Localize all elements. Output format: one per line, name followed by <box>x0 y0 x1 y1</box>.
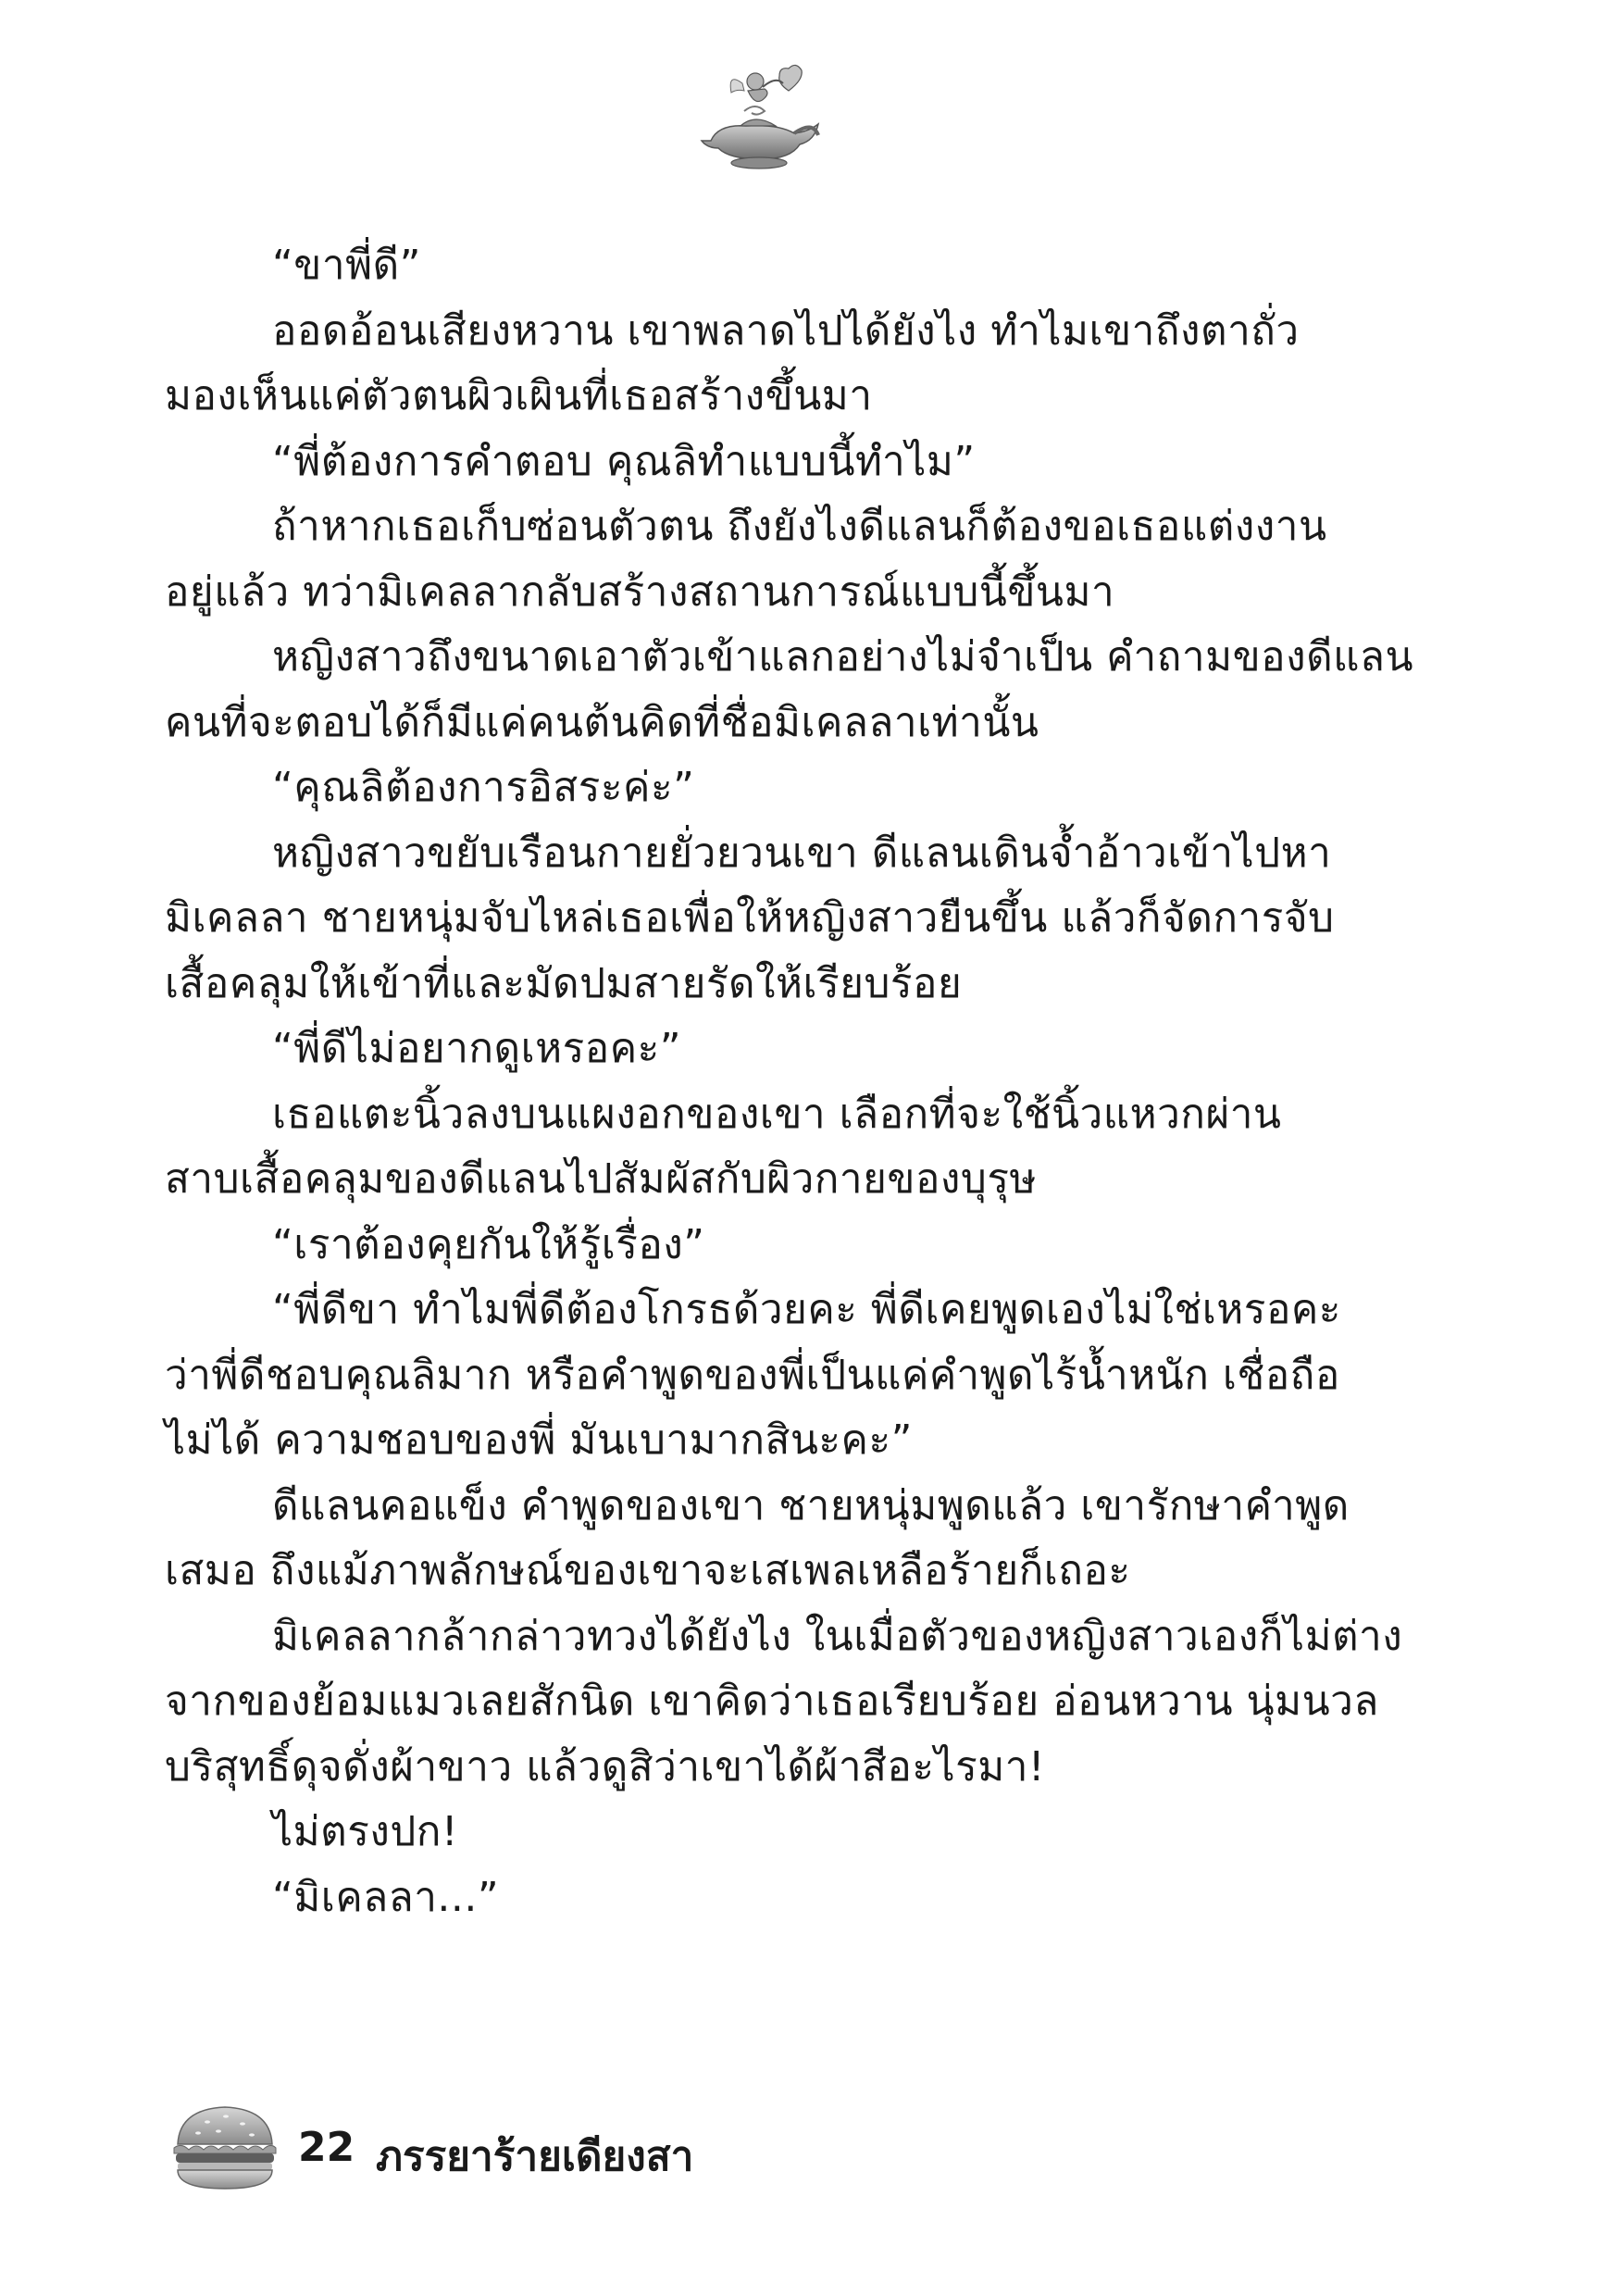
paragraph <box>165 299 1350 430</box>
text-line: สาบเสื้อคลุมของดีแลนไปสัมผัสกับผิวกายของบุรุษ <box>165 1155 1037 1203</box>
paragraph <box>165 1800 1350 1866</box>
text-line: หญิงสาวถึงขนาดเอาตัวเข้าแลกอย่างไม่จำเป็น คำถามของดีแลน <box>272 633 1414 680</box>
text-line: จากของย้อมแมวเลยสักนิด เขาคิดว่าเธอเรียบร้อย อ่อนหวาน นุ่มนวล <box>165 1678 1379 1725</box>
page-footer <box>170 2100 1003 2202</box>
text-line: หญิงสาวขยับเรือนกายยั่วยวนเขา ดีแลนเดินจ้ำอ้าวเข้าไปหา <box>272 829 1332 877</box>
text-line: เสื้อคลุมให้เข้าที่และมัดปมสายรัดให้เรียบร้อย <box>165 959 963 1007</box>
text-line: “ขาพี่ดี” <box>272 242 421 289</box>
text-line: ไม่ได้ ความชอบของพี่ มันเบามากสินะคะ” <box>165 1416 913 1464</box>
paragraph <box>165 1474 1350 1604</box>
paragraph <box>165 1213 1350 1279</box>
paragraph <box>165 625 1414 755</box>
paragraph <box>165 1604 1403 1801</box>
paragraph <box>165 1017 1350 1082</box>
text-line: อยู่แล้ว ทว่ามิเคลลากลับสร้างสถานการณ์แบบนี้ขึ้นมา <box>165 568 1115 616</box>
page-number: 22 <box>298 2124 355 2171</box>
text-line: “พี่ดีไม่อยากดูเหรอคะ” <box>272 1025 682 1072</box>
book-title: ภรรยาร้ายเดียงสา <box>376 2133 694 2180</box>
paragraph <box>165 233 1350 299</box>
text-line: “พี่ต้องการคำตอบ คุณลิทำแบบนี้ทำไม” <box>272 437 976 485</box>
paragraph <box>165 1082 1350 1213</box>
text-line: มิเคลลา ชายหนุ่มจับไหล่เธอเพื่อให้หญิงสาวยืนขึ้น แล้วก็จัดการจับ <box>165 894 1335 942</box>
paragraph <box>165 494 1350 625</box>
chapter-body-text <box>165 233 1414 1930</box>
paragraph <box>165 755 1350 821</box>
text-line: “มิเคลลา...” <box>272 1873 500 1921</box>
text-line: “พี่ดีขา ทำไมพี่ดีต้องโกรธด้วยคะ พี่ดีเคยพูดเองไม่ใช่เหรอคะ <box>272 1286 1341 1333</box>
text-line: “คุณลิต้องการอิสระค่ะ” <box>272 764 695 811</box>
text-line: ดีแลนคอแข็ง คำพูดของเขา ชายหนุ่มพูดแล้ว เขารักษาคำพูด <box>272 1481 1350 1529</box>
text-line: ไม่ตรงปก! <box>272 1808 459 1855</box>
text-line: เธอแตะนิ้วลงบนแผงอกของเขา เลือกที่จะใช้นิ้วแหวกผ่าน <box>272 1090 1282 1138</box>
text-line: คนที่จะตอบได้ก็มีแค่คนต้นคิดที่ชื่อมิเคลลาเท่านั้น <box>165 698 1039 746</box>
paragraph <box>165 430 1350 495</box>
text-line: บริสุทธิ์ดุจดั่งผ้าขาว แล้วดูสิว่าเขาได้ผ้าสีอะไรมา! <box>165 1742 1046 1791</box>
text-line: “เราต้องคุยกันให้รู้เรื่อง” <box>272 1220 705 1268</box>
text-line: มองเห็นแค่ตัวตนผิวเผินที่เธอสร้างขึ้นมา <box>165 372 873 419</box>
cupid-teapot-ornament-icon <box>691 56 829 176</box>
text-line: มิเคลลากล้ากล่าวทวงได้ยังไง ในเมื่อตัวของหญิงสาวเองก็ไม่ต่าง <box>272 1612 1403 1660</box>
text-line: ถ้าหากเธอเก็บซ่อนตัวตน ถึงยังไงดีแลนก็ต้องขอเธอแต่งงาน <box>272 503 1327 550</box>
paragraph <box>165 1278 1350 1474</box>
burger-icon <box>170 2102 280 2194</box>
text-line: ว่าพี่ดีชอบคุณลิมาก หรือคำพูดของพี่เป็นแค่คำพูดไร้น้ำหนัก เชื่อถือ <box>165 1351 1340 1399</box>
paragraph <box>165 1866 1350 1931</box>
text-line: เสมอ ถึงแม้ภาพลักษณ์ของเขาจะเสเพลเหลือร้ายก็เถอะ <box>165 1547 1131 1594</box>
paragraph <box>165 821 1350 1017</box>
text-line: ออดอ้อนเสียงหวาน เขาพลาดไปได้ยังไง ทำไมเขาถึงตาถั่ว <box>272 306 1300 355</box>
